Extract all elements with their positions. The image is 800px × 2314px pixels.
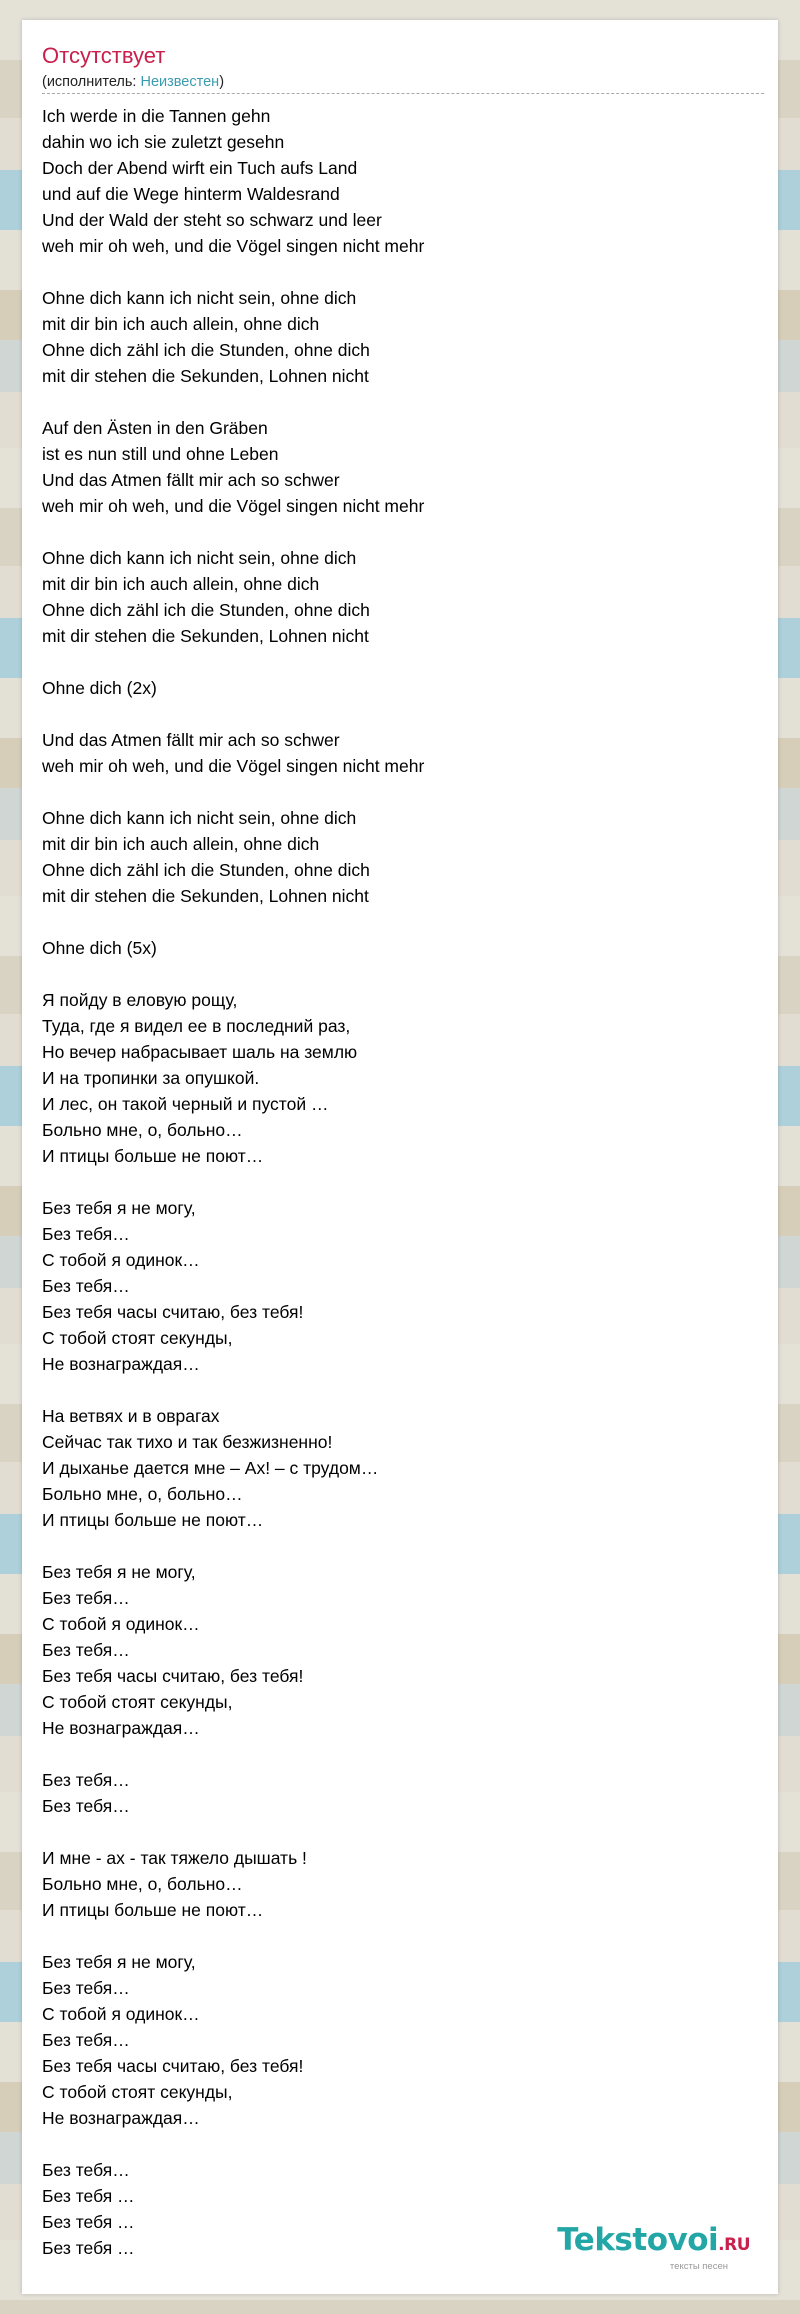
lyric-line: Без тебя… (42, 1276, 130, 1296)
lyric-line: ist es nun still und ohne Leben (42, 444, 279, 464)
lyric-line: Не вознаграждая… (42, 1354, 200, 1374)
logo-domain: .RU (718, 2235, 750, 2255)
lyrics-stanza (42, 1559, 762, 1741)
lyric-line: Без тебя… (42, 1796, 130, 1816)
lyric-line: С тобой я одинок… (42, 2004, 200, 2024)
lyric-line: Ohne dich zähl ich die Stunden, ohne dich (42, 340, 370, 360)
lyric-line: И дыханье дается мне – Ах! – с трудом… (42, 1458, 379, 1478)
lyric-line: С тобой стоят секунды, (42, 1692, 233, 1712)
lyric-line: Und das Atmen fällt mir ach so schwer (42, 470, 340, 490)
lyric-line: И мне - ах - так тяжело дышать ! (42, 1848, 307, 1868)
lyric-line: Ohne dich zähl ich die Stunden, ohne dich (42, 860, 370, 880)
lyric-line: Без тебя я не могу, (42, 1952, 196, 1972)
lyrics-stanza (42, 1403, 762, 1533)
lyric-line: Без тебя… (42, 2160, 130, 2180)
lyric-line: Без тебя… (42, 1224, 130, 1244)
lyrics-stanza (42, 727, 762, 779)
lyric-line: mit dir bin ich auch allein, ohne dich (42, 834, 320, 854)
lyrics-stanza (42, 675, 762, 701)
lyrics-stanza (42, 1195, 762, 1377)
header-divider (42, 93, 764, 94)
lyric-line: weh mir oh weh, und die Vögel singen nicht mehr (42, 496, 425, 516)
lyric-line: Und das Atmen fällt mir ach so schwer (42, 730, 340, 750)
lyric-line: Ich werde in die Tannen gehn (42, 106, 271, 126)
lyric-line: На ветвях и в оврагах (42, 1406, 220, 1426)
lyric-line: Больно мне, о, больно… (42, 1484, 243, 1504)
lyric-line: С тобой я одинок… (42, 1250, 200, 1270)
lyric-line: Без тебя … (42, 2238, 135, 2258)
lyric-line: И птицы больше не поют… (42, 1900, 264, 1920)
lyric-line: Не вознаграждая… (42, 1718, 200, 1738)
lyric-line: С тобой стоят секунды, (42, 2082, 233, 2102)
lyric-line: mit dir stehen die Sekunden, Lohnen nicht (42, 626, 369, 646)
lyric-line: Больно мне, о, больно… (42, 1120, 243, 1140)
lyric-line: Auf den Ästen in den Gräben (42, 418, 268, 438)
lyrics-stanza (42, 415, 762, 519)
lyric-line: Und der Wald der steht so schwarz und leer (42, 210, 382, 230)
lyrics-stanza (42, 1767, 762, 1819)
lyric-line: Без тебя часы считаю, без тебя! (42, 1302, 304, 1322)
lyric-line: Doch der Abend wirft ein Tuch aufs Land (42, 158, 358, 178)
logo-wordmark (557, 2224, 750, 2261)
artist-suffix: ) (219, 74, 225, 90)
lyric-line: Без тебя… (42, 1770, 130, 1790)
logo-tagline: тексты песен (669, 2261, 728, 2272)
lyric-line: dahin wo ich sie zuletzt gesehn (42, 132, 285, 152)
lyrics-stanza (42, 545, 762, 649)
lyric-line: Не вознаграждая… (42, 2108, 200, 2128)
lyric-line: weh mir oh weh, und die Vögel singen nicht mehr (42, 236, 425, 256)
lyrics-stanza (42, 935, 762, 961)
lyric-line: И птицы больше не поют… (42, 1146, 264, 1166)
lyric-line: Но вечер набрасывает шаль на землю (42, 1042, 358, 1062)
site-logo[interactable] (557, 2224, 750, 2272)
song-title: Отсутствует (42, 43, 166, 68)
lyric-line: mit dir bin ich auch allein, ohne dich (42, 314, 320, 334)
artist-line (42, 72, 224, 92)
lyric-line: weh mir oh weh, und die Vögel singen nicht mehr (42, 756, 425, 776)
lyric-line: Без тебя… (42, 2030, 130, 2050)
lyrics-stanza (42, 285, 762, 389)
lyric-line: mit dir stehen die Sekunden, Lohnen nicht (42, 886, 369, 906)
lyric-line: Без тебя я не могу, (42, 1562, 196, 1582)
lyric-line: С тобой стоят секунды, (42, 1328, 233, 1348)
lyric-line: Больно мне, о, больно… (42, 1874, 243, 1894)
lyrics-card (22, 20, 778, 2294)
lyrics-stanza (42, 1949, 762, 2131)
lyrics-body (42, 103, 762, 2287)
lyric-line: И на тропинки за опушкой. (42, 1068, 260, 1088)
lyric-line: Сейчас так тихо и так безжизненно! (42, 1432, 333, 1452)
lyric-line: mit dir bin ich auch allein, ohne dich (42, 574, 320, 594)
lyric-line: Ohne dich kann ich nicht sein, ohne dich (42, 808, 357, 828)
lyrics-stanza (42, 987, 762, 1169)
lyric-line: mit dir stehen die Sekunden, Lohnen nicht (42, 366, 369, 386)
lyric-line: Без тебя… (42, 1978, 130, 1998)
lyrics-stanza (42, 1845, 762, 1923)
lyric-line: Ohne dich (5x) (42, 938, 157, 958)
lyrics-stanza (42, 805, 762, 909)
lyric-line: Без тебя часы считаю, без тебя! (42, 1666, 304, 1686)
lyric-line: Без тебя часы считаю, без тебя! (42, 2056, 304, 2076)
lyric-line: Ohne dich kann ich nicht sein, ohne dich (42, 288, 357, 308)
lyric-line: Без тебя я не могу, (42, 1198, 196, 1218)
lyric-line: И лес, он такой черный и пустой … (42, 1094, 329, 1114)
lyric-line: Без тебя… (42, 1640, 130, 1660)
lyric-line: Без тебя … (42, 2212, 135, 2232)
lyric-line: С тобой я одинок… (42, 1614, 200, 1634)
lyric-line: Без тебя … (42, 2186, 135, 2206)
lyric-line: Без тебя… (42, 1588, 130, 1608)
artist-link[interactable]: Неизвестен (140, 74, 220, 90)
lyrics-stanza (42, 103, 762, 259)
lyric-line: Я пойду в еловую рощу, (42, 990, 238, 1010)
artist-prefix: (исполнитель: (42, 74, 141, 90)
lyric-line: И птицы больше не поют… (42, 1510, 264, 1530)
lyric-line: Ohne dich (2x) (42, 678, 157, 698)
lyric-line: und auf die Wege hinterm Waldesrand (42, 184, 340, 204)
lyric-line: Ohne dich zähl ich die Stunden, ohne dich (42, 600, 370, 620)
logo-name: Tekstovoi (557, 2222, 719, 2258)
lyric-line: Туда, где я видел ее в последний раз, (42, 1016, 351, 1036)
lyric-line: Ohne dich kann ich nicht sein, ohne dich (42, 548, 357, 568)
